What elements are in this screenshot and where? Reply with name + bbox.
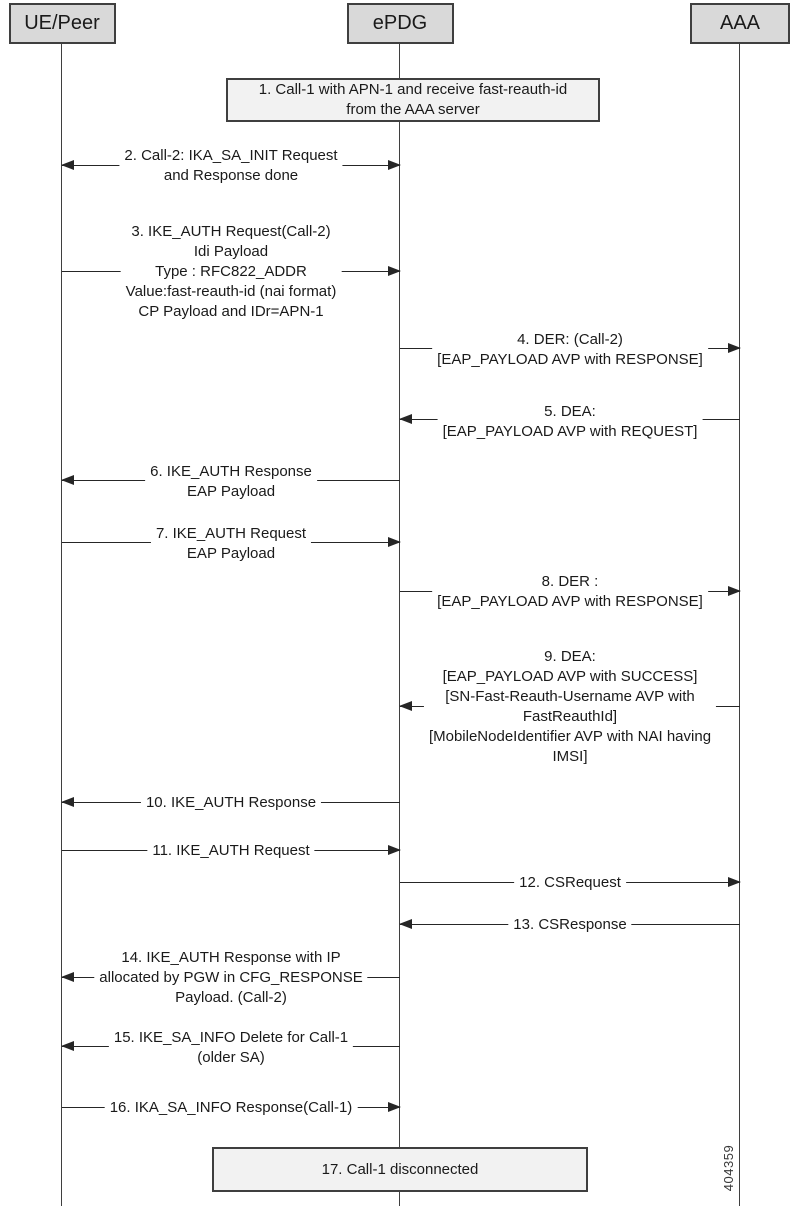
message-label <box>105 1098 358 1118</box>
figure-number: 404359 <box>721 1144 736 1192</box>
message-text-line: [EAP_PAYLOAD AVP with SUCCESS] <box>442 668 698 685</box>
message-text-line: 3. IKE_AUTH Request(Call-2) <box>131 223 331 240</box>
message-text-line: 13. CSResponse <box>513 916 627 933</box>
arrowhead-right-icon <box>388 1102 401 1112</box>
arrowhead-left-icon <box>61 972 74 982</box>
message-text-line: allocated by PGW in CFG_RESPONSE <box>99 969 363 986</box>
message-text-line: 2. Call-2: IKA_SA_INIT Request <box>124 147 338 164</box>
message-label <box>145 462 317 502</box>
message-label <box>432 330 708 370</box>
message-text-line: Value:fast-reauth-id (nai format) <box>125 283 337 300</box>
arrowhead-right-icon <box>728 343 741 353</box>
message-label <box>109 1028 353 1068</box>
arrowhead-right-icon <box>388 537 401 547</box>
arrowhead-left-icon <box>61 797 74 807</box>
message-text-line: 12. CSRequest <box>519 874 621 891</box>
message-text-line: EAP Payload <box>186 545 276 562</box>
message-label <box>438 402 703 442</box>
lifeline-epdg <box>399 44 400 1206</box>
lifeline-aaa <box>739 44 740 1206</box>
note-text-line: from the AAA server <box>346 101 480 118</box>
message-label <box>121 222 342 322</box>
note-text-line: 17. Call-1 disconnected <box>321 1160 479 1178</box>
message-label <box>514 873 626 893</box>
note-1 <box>226 78 600 122</box>
arrowhead-right-icon <box>388 160 401 170</box>
message-text-line: 7. IKE_AUTH Request <box>155 525 307 542</box>
message-label <box>147 841 314 861</box>
message-text-line: [SN-Fast-Reauth-Username AVP with <box>445 688 695 705</box>
message-text-line: 16. IKA_SA_INFO Response(Call-1) <box>109 1099 353 1116</box>
message-text-line: (older SA) <box>197 1049 265 1066</box>
message-text-line: 15. IKE_SA_INFO Delete for Call-1 <box>113 1029 349 1046</box>
message-text-line: 6. IKE_AUTH Response <box>150 463 312 480</box>
message-text-line: 10. IKE_AUTH Response <box>145 794 317 811</box>
note-17 <box>212 1147 588 1192</box>
message-text-line: Payload. (Call-2) <box>175 989 287 1006</box>
note-text-line: 1. Call-1 with APN-1 and receive fast-reauth-id <box>258 81 568 98</box>
message-text-line: 9. DEA: <box>544 648 596 665</box>
message-text-line: CP Payload and IDr=APN-1 <box>138 303 324 320</box>
message-text-line: 14. IKE_AUTH Response with IP <box>121 949 341 966</box>
arrowhead-right-icon <box>388 266 401 276</box>
message-text-line: FastReauthId] <box>522 708 618 725</box>
arrowhead-left-icon <box>61 475 74 485</box>
lifeline-ue <box>61 44 62 1206</box>
arrowhead-right-icon <box>728 877 741 887</box>
message-text-line: Type : RFC822_ADDR <box>155 263 307 280</box>
message-label <box>151 524 311 564</box>
message-text-line: EAP Payload <box>186 483 276 500</box>
message-label <box>94 948 367 1008</box>
arrowhead-left-icon <box>61 1041 74 1051</box>
message-text-line: 4. DER: (Call-2) <box>517 331 623 348</box>
message-label <box>424 647 716 767</box>
message-text-line: 8. DER : <box>541 573 599 590</box>
arrowhead-left-icon <box>399 919 412 929</box>
actor-epdg: ePDG <box>347 3 454 44</box>
arrowhead-left-icon <box>399 414 412 424</box>
message-label <box>432 572 708 612</box>
message-text-line: [EAP_PAYLOAD AVP with REQUEST] <box>442 423 698 440</box>
message-text-line: and Response done <box>163 167 299 184</box>
message-text-line: 5. DEA: <box>544 403 596 420</box>
message-label <box>141 793 321 813</box>
arrowhead-right-icon <box>388 845 401 855</box>
actor-ue: UE/Peer <box>9 3 116 44</box>
message-text-line: [EAP_PAYLOAD AVP with RESPONSE] <box>437 351 703 368</box>
message-text-line: [EAP_PAYLOAD AVP with RESPONSE] <box>437 593 703 610</box>
arrowhead-left-icon <box>399 701 412 711</box>
message-text-line: Idi Payload <box>193 243 269 260</box>
actor-aaa: AAA <box>690 3 790 44</box>
message-text-line: [MobileNodeIdentifier AVP with NAI having <box>428 728 712 745</box>
arrowhead-right-icon <box>728 586 741 596</box>
message-text-line: IMSI] <box>552 748 588 765</box>
message-label <box>119 146 342 186</box>
message-label <box>508 915 631 935</box>
message-text-line: 11. IKE_AUTH Request <box>152 842 310 859</box>
arrowhead-left-icon <box>61 160 74 170</box>
